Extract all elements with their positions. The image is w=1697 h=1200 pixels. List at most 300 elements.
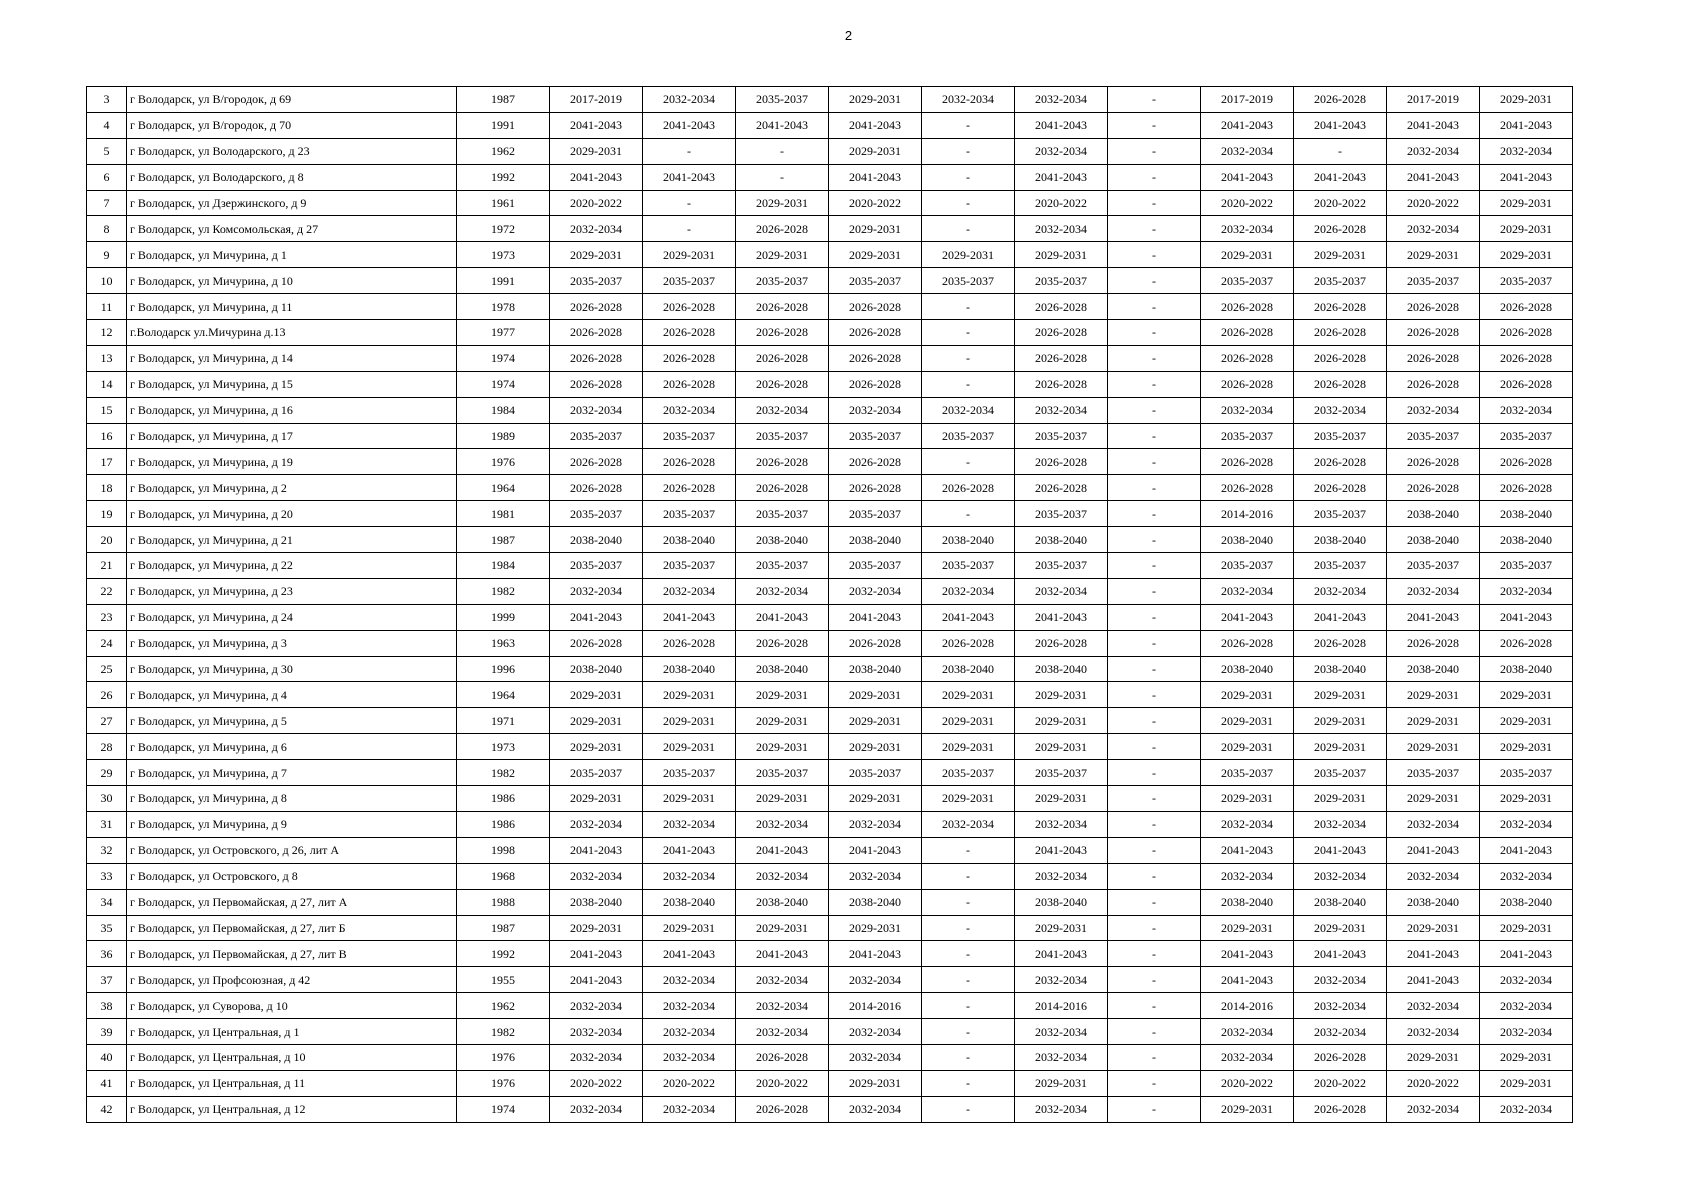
row-number-cell: 4	[87, 112, 127, 138]
period-cell: 2014-2016	[1201, 993, 1294, 1019]
period-cell: -	[1108, 1070, 1201, 1096]
period-cell: 2035-2037	[1387, 553, 1480, 579]
period-cell: 2032-2034	[550, 397, 643, 423]
period-cell: 2029-2031	[550, 708, 643, 734]
period-cell: -	[1108, 578, 1201, 604]
period-cell: 2032-2034	[1201, 578, 1294, 604]
period-cell: 2029-2031	[1015, 915, 1108, 941]
period-cell: 2029-2031	[829, 242, 922, 268]
period-cell: 2035-2037	[1480, 553, 1573, 579]
period-cell: 2032-2034	[1387, 578, 1480, 604]
address-cell: г Володарск, ул Мичурина, д 3	[127, 630, 457, 656]
period-cell: 2032-2034	[550, 1019, 643, 1045]
period-cell: 2029-2031	[1015, 1070, 1108, 1096]
period-cell: 2029-2031	[643, 242, 736, 268]
period-cell: 2026-2028	[643, 630, 736, 656]
period-cell: 2032-2034	[550, 578, 643, 604]
period-cell: -	[1108, 527, 1201, 553]
address-cell: г Володарск, ул Мичурина, д 19	[127, 449, 457, 475]
period-cell: 2035-2037	[1480, 268, 1573, 294]
period-cell: 2041-2043	[1015, 164, 1108, 190]
row-number-cell: 15	[87, 397, 127, 423]
period-cell: 2038-2040	[1294, 889, 1387, 915]
period-cell: 2032-2034	[643, 1019, 736, 1045]
row-number-cell: 38	[87, 993, 127, 1019]
period-cell: -	[1108, 294, 1201, 320]
row-number-cell: 16	[87, 423, 127, 449]
table-row	[87, 371, 1573, 397]
address-cell: г Володарск, ул Центральная, д 1	[127, 1019, 457, 1045]
year-built-cell: 1973	[457, 734, 550, 760]
year-built-cell: 1977	[457, 320, 550, 346]
table-row	[87, 889, 1573, 915]
period-cell: -	[922, 993, 1015, 1019]
row-number-cell: 23	[87, 604, 127, 630]
period-cell: 2032-2034	[1387, 138, 1480, 164]
period-cell: -	[1108, 1044, 1201, 1070]
period-cell: 2038-2040	[1387, 656, 1480, 682]
row-number-cell: 21	[87, 553, 127, 579]
period-cell: 2026-2028	[736, 345, 829, 371]
period-cell: 2041-2043	[922, 604, 1015, 630]
address-cell: г Володарск, ул Комсомольская, д 27	[127, 216, 457, 242]
address-cell: г Володарск, ул Мичурина, д 1	[127, 242, 457, 268]
period-cell: 2035-2037	[922, 553, 1015, 579]
period-cell: 2020-2022	[1201, 1070, 1294, 1096]
period-cell: -	[1108, 604, 1201, 630]
address-cell: г Володарск, ул Островского, д 26, лит А	[127, 837, 457, 863]
period-cell: 2035-2037	[922, 760, 1015, 786]
address-cell: г Володарск, ул Мичурина, д 5	[127, 708, 457, 734]
year-built-cell: 1976	[457, 1070, 550, 1096]
table-row	[87, 501, 1573, 527]
address-cell: г Володарск, ул В/городок, д 69	[127, 87, 457, 113]
period-cell: 2032-2034	[643, 811, 736, 837]
table-row	[87, 656, 1573, 682]
period-cell: -	[922, 1070, 1015, 1096]
period-cell: 2029-2031	[736, 915, 829, 941]
period-cell: 2041-2043	[643, 837, 736, 863]
period-cell: 2020-2022	[1387, 1070, 1480, 1096]
period-cell: 2026-2028	[1480, 475, 1573, 501]
period-cell: 2029-2031	[829, 1070, 922, 1096]
period-cell: 2026-2028	[643, 345, 736, 371]
period-cell: 2038-2040	[1294, 656, 1387, 682]
period-cell: 2038-2040	[736, 527, 829, 553]
year-built-cell: 1961	[457, 190, 550, 216]
repair-schedule-table	[86, 86, 1573, 1123]
year-built-cell: 1991	[457, 268, 550, 294]
period-cell: 2032-2034	[1480, 397, 1573, 423]
period-cell: 2038-2040	[922, 656, 1015, 682]
period-cell: 2041-2043	[643, 941, 736, 967]
period-cell: 2041-2043	[1387, 941, 1480, 967]
period-cell: 2041-2043	[1480, 112, 1573, 138]
period-cell: 2026-2028	[550, 320, 643, 346]
row-number-cell: 24	[87, 630, 127, 656]
period-cell: 2032-2034	[1387, 1096, 1480, 1122]
period-cell: 2020-2022	[1201, 190, 1294, 216]
period-cell: 2041-2043	[550, 941, 643, 967]
period-cell: 2032-2034	[1387, 1019, 1480, 1045]
period-cell: 2041-2043	[736, 941, 829, 967]
address-cell: г Володарск, ул Островского, д 8	[127, 863, 457, 889]
period-cell: 2038-2040	[1015, 527, 1108, 553]
table-row	[87, 1070, 1573, 1096]
period-cell: 2029-2031	[736, 190, 829, 216]
row-number-cell: 5	[87, 138, 127, 164]
period-cell: 2026-2028	[550, 449, 643, 475]
table-row	[87, 1096, 1573, 1122]
period-cell: 2026-2028	[1294, 320, 1387, 346]
period-cell: 2026-2028	[829, 371, 922, 397]
period-cell: -	[1108, 397, 1201, 423]
period-cell: 2038-2040	[643, 889, 736, 915]
period-cell: 2041-2043	[736, 837, 829, 863]
period-cell: 2035-2037	[643, 423, 736, 449]
table-row	[87, 138, 1573, 164]
period-cell: -	[922, 345, 1015, 371]
period-cell: -	[1108, 708, 1201, 734]
period-cell: 2035-2037	[643, 501, 736, 527]
year-built-cell: 1971	[457, 708, 550, 734]
table-row	[87, 216, 1573, 242]
period-cell: 2038-2040	[1480, 656, 1573, 682]
row-number-cell: 37	[87, 967, 127, 993]
period-cell: 2029-2031	[550, 915, 643, 941]
period-cell: 2029-2031	[1387, 915, 1480, 941]
period-cell: 2038-2040	[1015, 656, 1108, 682]
period-cell: 2032-2034	[550, 1044, 643, 1070]
period-cell: 2041-2043	[1480, 164, 1573, 190]
period-cell: 2026-2028	[1294, 87, 1387, 113]
period-cell: 2032-2034	[922, 578, 1015, 604]
period-cell: 2035-2037	[829, 423, 922, 449]
period-cell: 2029-2031	[1201, 1096, 1294, 1122]
page-number: 2	[844, 28, 853, 43]
row-number-cell: 19	[87, 501, 127, 527]
year-built-cell: 1962	[457, 993, 550, 1019]
period-cell: -	[1108, 112, 1201, 138]
period-cell: 2032-2034	[1480, 993, 1573, 1019]
period-cell: 2032-2034	[1201, 1019, 1294, 1045]
period-cell: -	[1108, 682, 1201, 708]
period-cell: 2026-2028	[829, 294, 922, 320]
period-cell: 2032-2034	[550, 1096, 643, 1122]
period-cell: 2032-2034	[922, 87, 1015, 113]
period-cell: 2017-2019	[1387, 87, 1480, 113]
period-cell: 2032-2034	[829, 863, 922, 889]
address-cell: г Володарск, ул Мичурина, д 9	[127, 811, 457, 837]
period-cell: -	[922, 164, 1015, 190]
period-cell: 2026-2028	[1480, 345, 1573, 371]
period-cell: 2029-2031	[1015, 242, 1108, 268]
period-cell: 2035-2037	[1201, 760, 1294, 786]
period-cell: 2041-2043	[1201, 837, 1294, 863]
period-cell: 2032-2034	[736, 578, 829, 604]
period-cell: 2032-2034	[1015, 397, 1108, 423]
period-cell: 2026-2028	[829, 475, 922, 501]
year-built-cell: 1989	[457, 423, 550, 449]
period-cell: 2041-2043	[1480, 941, 1573, 967]
address-cell: г Володарск, ул Мичурина, д 11	[127, 294, 457, 320]
period-cell: 2026-2028	[1015, 320, 1108, 346]
year-built-cell: 1973	[457, 242, 550, 268]
period-cell: 2020-2022	[550, 1070, 643, 1096]
period-cell: 2029-2031	[1201, 786, 1294, 812]
period-cell: 2026-2028	[736, 371, 829, 397]
period-cell: 2035-2037	[829, 760, 922, 786]
period-cell: 2026-2028	[1294, 1044, 1387, 1070]
period-cell: 2029-2031	[829, 786, 922, 812]
period-cell: 2020-2022	[1387, 190, 1480, 216]
period-cell: 2041-2043	[1294, 604, 1387, 630]
period-cell: 2032-2034	[736, 863, 829, 889]
period-cell: 2026-2028	[643, 371, 736, 397]
period-cell: 2041-2043	[1387, 604, 1480, 630]
period-cell: 2032-2034	[1480, 863, 1573, 889]
period-cell: 2026-2028	[736, 320, 829, 346]
period-cell: 2032-2034	[1387, 216, 1480, 242]
period-cell: 2026-2028	[550, 475, 643, 501]
period-cell: 2029-2031	[829, 138, 922, 164]
period-cell: 2026-2028	[829, 630, 922, 656]
table-row	[87, 320, 1573, 346]
year-built-cell: 1982	[457, 578, 550, 604]
period-cell: -	[1108, 423, 1201, 449]
period-cell: 2032-2034	[829, 811, 922, 837]
period-cell: 2026-2028	[1294, 216, 1387, 242]
period-cell: 2026-2028	[643, 475, 736, 501]
period-cell: 2041-2043	[1387, 967, 1480, 993]
period-cell: 2029-2031	[829, 708, 922, 734]
period-cell: 2041-2043	[1015, 837, 1108, 863]
year-built-cell: 1987	[457, 527, 550, 553]
period-cell: 2032-2034	[736, 811, 829, 837]
period-cell: 2029-2031	[643, 734, 736, 760]
period-cell: 2035-2037	[643, 553, 736, 579]
period-cell: 2029-2031	[1480, 1070, 1573, 1096]
period-cell: -	[1108, 967, 1201, 993]
address-cell: г Володарск, ул Мичурина, д 24	[127, 604, 457, 630]
period-cell: 2035-2037	[736, 501, 829, 527]
period-cell: 2035-2037	[1015, 268, 1108, 294]
period-cell: 2029-2031	[1201, 242, 1294, 268]
period-cell: 2026-2028	[1387, 320, 1480, 346]
row-number-cell: 20	[87, 527, 127, 553]
period-cell: -	[1108, 268, 1201, 294]
period-cell: 2029-2031	[1480, 242, 1573, 268]
year-built-cell: 1987	[457, 915, 550, 941]
period-cell: -	[1108, 811, 1201, 837]
period-cell: 2017-2019	[550, 87, 643, 113]
period-cell: -	[1108, 630, 1201, 656]
period-cell: 2038-2040	[829, 527, 922, 553]
period-cell: -	[643, 138, 736, 164]
period-cell: 2035-2037	[1480, 423, 1573, 449]
period-cell: 2032-2034	[736, 967, 829, 993]
table-row	[87, 449, 1573, 475]
period-cell: 2041-2043	[643, 112, 736, 138]
period-cell: 2032-2034	[1015, 1044, 1108, 1070]
year-built-cell: 1974	[457, 371, 550, 397]
period-cell: 2032-2034	[1480, 578, 1573, 604]
period-cell: 2032-2034	[1294, 993, 1387, 1019]
period-cell: 2020-2022	[643, 1070, 736, 1096]
period-cell: 2026-2028	[1201, 449, 1294, 475]
period-cell: 2038-2040	[1480, 501, 1573, 527]
period-cell: 2032-2034	[643, 863, 736, 889]
row-number-cell: 22	[87, 578, 127, 604]
row-number-cell: 8	[87, 216, 127, 242]
period-cell: -	[1294, 138, 1387, 164]
period-cell: 2029-2031	[829, 87, 922, 113]
period-cell: 2041-2043	[1015, 112, 1108, 138]
period-cell: 2041-2043	[1201, 941, 1294, 967]
period-cell: 2032-2034	[1015, 216, 1108, 242]
period-cell: -	[922, 112, 1015, 138]
period-cell: 2035-2037	[550, 553, 643, 579]
period-cell: 2041-2043	[1480, 604, 1573, 630]
year-built-cell: 1982	[457, 1019, 550, 1045]
period-cell: 2035-2037	[736, 268, 829, 294]
period-cell: 2032-2034	[829, 967, 922, 993]
period-cell: 2032-2034	[922, 811, 1015, 837]
period-cell: 2029-2031	[1294, 915, 1387, 941]
period-cell: 2026-2028	[550, 371, 643, 397]
period-cell: 2029-2031	[1480, 708, 1573, 734]
period-cell: -	[922, 863, 1015, 889]
period-cell: 2026-2028	[1015, 475, 1108, 501]
period-cell: 2041-2043	[829, 164, 922, 190]
year-built-cell: 1963	[457, 630, 550, 656]
address-cell: г Володарск, ул Мичурина, д 8	[127, 786, 457, 812]
table-row	[87, 294, 1573, 320]
period-cell: 2035-2037	[736, 760, 829, 786]
row-number-cell: 31	[87, 811, 127, 837]
period-cell: 2029-2031	[829, 216, 922, 242]
period-cell: -	[643, 216, 736, 242]
period-cell: 2026-2028	[1294, 345, 1387, 371]
year-built-cell: 1962	[457, 138, 550, 164]
period-cell: 2032-2034	[1201, 811, 1294, 837]
period-cell: -	[922, 216, 1015, 242]
address-cell: г Володарск, ул Центральная, д 12	[127, 1096, 457, 1122]
address-cell: г Володарск, ул В/городок, д 70	[127, 112, 457, 138]
period-cell: 2020-2022	[829, 190, 922, 216]
row-number-cell: 12	[87, 320, 127, 346]
period-cell: 2032-2034	[643, 87, 736, 113]
address-cell: г Володарск, ул Мичурина, д 6	[127, 734, 457, 760]
table-row	[87, 734, 1573, 760]
period-cell: 2032-2034	[1015, 1096, 1108, 1122]
table-row	[87, 578, 1573, 604]
period-cell: 2026-2028	[1387, 475, 1480, 501]
period-cell: 2035-2037	[1015, 423, 1108, 449]
row-number-cell: 26	[87, 682, 127, 708]
period-cell: -	[1108, 242, 1201, 268]
period-cell: 2035-2037	[736, 553, 829, 579]
period-cell: 2032-2034	[1015, 863, 1108, 889]
row-number-cell: 18	[87, 475, 127, 501]
period-cell: 2020-2022	[550, 190, 643, 216]
period-cell: 2029-2031	[1015, 708, 1108, 734]
period-cell: -	[1108, 164, 1201, 190]
period-cell: -	[1108, 993, 1201, 1019]
period-cell: 2032-2034	[1294, 967, 1387, 993]
period-cell: 2041-2043	[1201, 164, 1294, 190]
period-cell: 2032-2034	[1294, 397, 1387, 423]
address-cell: г Володарск, ул Мичурина, д 17	[127, 423, 457, 449]
table-row	[87, 1044, 1573, 1070]
row-number-cell: 13	[87, 345, 127, 371]
address-cell: г Володарск, ул Мичурина, д 2	[127, 475, 457, 501]
period-cell: 2038-2040	[643, 656, 736, 682]
row-number-cell: 25	[87, 656, 127, 682]
period-cell: -	[1108, 786, 1201, 812]
table-row	[87, 87, 1573, 113]
period-cell: -	[1108, 1096, 1201, 1122]
table-row	[87, 863, 1573, 889]
address-cell: г Володарск, ул Первомайская, д 27, лит А	[127, 889, 457, 915]
period-cell: 2029-2031	[1015, 734, 1108, 760]
period-cell: 2032-2034	[1201, 138, 1294, 164]
period-cell: 2029-2031	[643, 708, 736, 734]
table-row	[87, 527, 1573, 553]
period-cell: 2026-2028	[1294, 449, 1387, 475]
period-cell: -	[922, 967, 1015, 993]
table-row	[87, 630, 1573, 656]
period-cell: 2026-2028	[1480, 449, 1573, 475]
period-cell: 2038-2040	[829, 656, 922, 682]
year-built-cell: 1999	[457, 604, 550, 630]
period-cell: 2026-2028	[1201, 371, 1294, 397]
period-cell: 2029-2031	[1387, 682, 1480, 708]
period-cell: 2026-2028	[1387, 345, 1480, 371]
period-cell: 2029-2031	[922, 682, 1015, 708]
period-cell: 2029-2031	[1201, 682, 1294, 708]
period-cell: 2029-2031	[1294, 682, 1387, 708]
period-cell: 2032-2034	[1480, 1019, 1573, 1045]
table-row	[87, 915, 1573, 941]
table-row	[87, 345, 1573, 371]
table-row	[87, 475, 1573, 501]
period-cell: -	[922, 915, 1015, 941]
period-cell: 2038-2040	[736, 889, 829, 915]
period-cell: 2029-2031	[1294, 708, 1387, 734]
period-cell: 2029-2031	[736, 242, 829, 268]
period-cell: -	[1108, 837, 1201, 863]
period-cell: -	[922, 449, 1015, 475]
period-cell: 2026-2028	[922, 630, 1015, 656]
address-cell: г Володарск, ул Мичурина, д 21	[127, 527, 457, 553]
table-row	[87, 112, 1573, 138]
period-cell: 2026-2028	[1480, 371, 1573, 397]
period-cell: -	[922, 837, 1015, 863]
period-cell: 2035-2037	[1201, 423, 1294, 449]
address-cell: г Володарск, ул Мичурина, д 4	[127, 682, 457, 708]
period-cell: 2032-2034	[1294, 863, 1387, 889]
period-cell: 2035-2037	[829, 501, 922, 527]
period-cell: 2029-2031	[829, 915, 922, 941]
table-row	[87, 941, 1573, 967]
row-number-cell: 34	[87, 889, 127, 915]
period-cell: 2041-2043	[1480, 837, 1573, 863]
period-cell: 2032-2034	[922, 397, 1015, 423]
period-cell: 2020-2022	[1294, 190, 1387, 216]
period-cell: -	[736, 138, 829, 164]
period-cell: 2032-2034	[829, 578, 922, 604]
